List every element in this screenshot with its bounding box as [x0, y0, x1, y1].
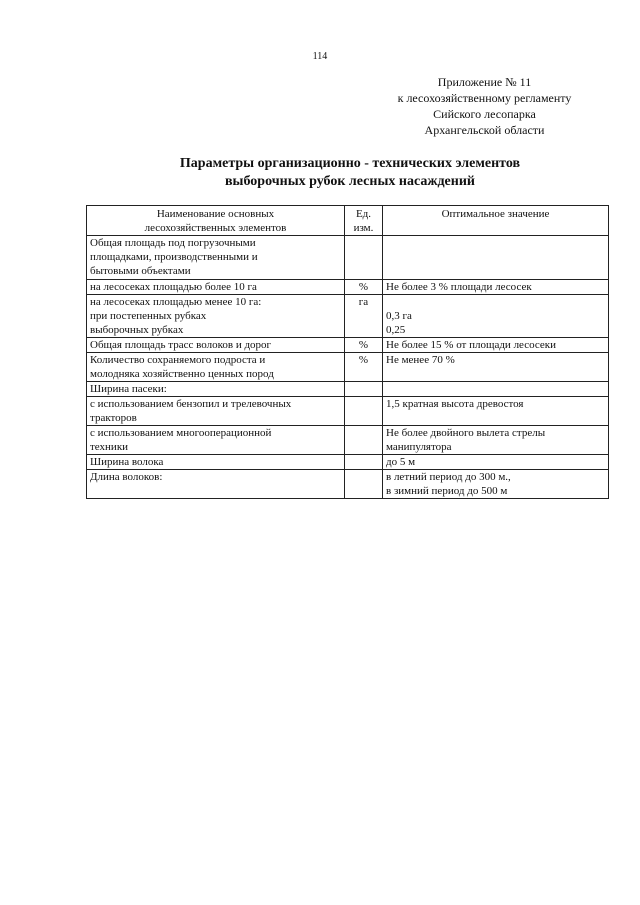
header-element-name: Наименование основных лесохозяйственных элементов	[87, 206, 345, 236]
cell-value: Не менее 70 %	[383, 353, 609, 382]
document-title	[0, 155, 640, 191]
header-optimal-value: Оптимальное значение	[383, 206, 609, 236]
cell-value: Не более 15 % от площади лесосеки	[383, 338, 609, 353]
cell-name: с использованием многооперационной техники	[87, 426, 345, 455]
cell-unit	[345, 455, 383, 470]
cell-name: с использованием бензопил и трелевочных тракторов	[87, 397, 345, 426]
cell-name: на лесосеках площадью менее 10 га: при постепенных рубках выборочных рубках	[87, 295, 345, 338]
table-row	[87, 338, 609, 353]
cell-unit: %	[345, 353, 383, 382]
table-row	[87, 236, 609, 280]
cell-unit: га	[345, 295, 383, 338]
table-row	[87, 295, 609, 338]
parameters-table	[86, 205, 609, 499]
cell-value: Не более двойного вылета стрелы манипулятора	[383, 426, 609, 455]
cell-unit: %	[345, 338, 383, 353]
appendix-heading	[372, 74, 597, 138]
cell-unit	[345, 426, 383, 455]
cell-unit	[345, 236, 383, 280]
header-unit: Ед. изм.	[345, 206, 383, 236]
cell-name: Ширина волока	[87, 455, 345, 470]
table-row	[87, 397, 609, 426]
page-number: 114	[312, 51, 328, 62]
appendix-line: Архангельской области	[424, 123, 545, 137]
appendix-line: к лесохозяйственному регламенту	[397, 91, 572, 105]
cell-value: Не более 3 % площади лесосек	[383, 280, 609, 295]
cell-value: до 5 м	[383, 455, 609, 470]
cell-value: в летний период до 300 м., в зимний период до 500 м	[383, 470, 609, 499]
cell-name: Количество сохраняемого подроста и молодняка хозяйственно ценных пород	[87, 353, 345, 382]
table-row	[87, 382, 609, 397]
table-row	[87, 426, 609, 455]
table-row	[87, 353, 609, 382]
appendix-line: Сийского лесопарка	[433, 107, 536, 121]
cell-unit	[345, 397, 383, 426]
cell-value	[383, 382, 609, 397]
table-row	[87, 455, 609, 470]
cell-name: Общая площадь под погрузочными площадками, производственными и бытовыми объектами	[87, 236, 345, 280]
title-line: выборочных рубок лесных насаждений	[225, 174, 475, 189]
table-row	[87, 280, 609, 295]
cell-name: Ширина пасеки:	[87, 382, 345, 397]
title-line: Параметры организационно - технических элементов	[179, 156, 521, 171]
table-row	[87, 470, 609, 499]
table-header-row	[87, 206, 609, 236]
cell-name: Длина волоков:	[87, 470, 345, 499]
cell-unit	[345, 470, 383, 499]
cell-value: 1,5 кратная высота древостоя	[383, 397, 609, 426]
appendix-line: Приложение № 11	[437, 75, 532, 89]
cell-unit: %	[345, 280, 383, 295]
cell-name: на лесосеках площадью более 10 га	[87, 280, 345, 295]
cell-unit	[345, 382, 383, 397]
cell-name: Общая площадь трасс волоков и дорог	[87, 338, 345, 353]
cell-value: 0,3 га 0,25	[383, 295, 609, 338]
cell-value	[383, 236, 609, 280]
